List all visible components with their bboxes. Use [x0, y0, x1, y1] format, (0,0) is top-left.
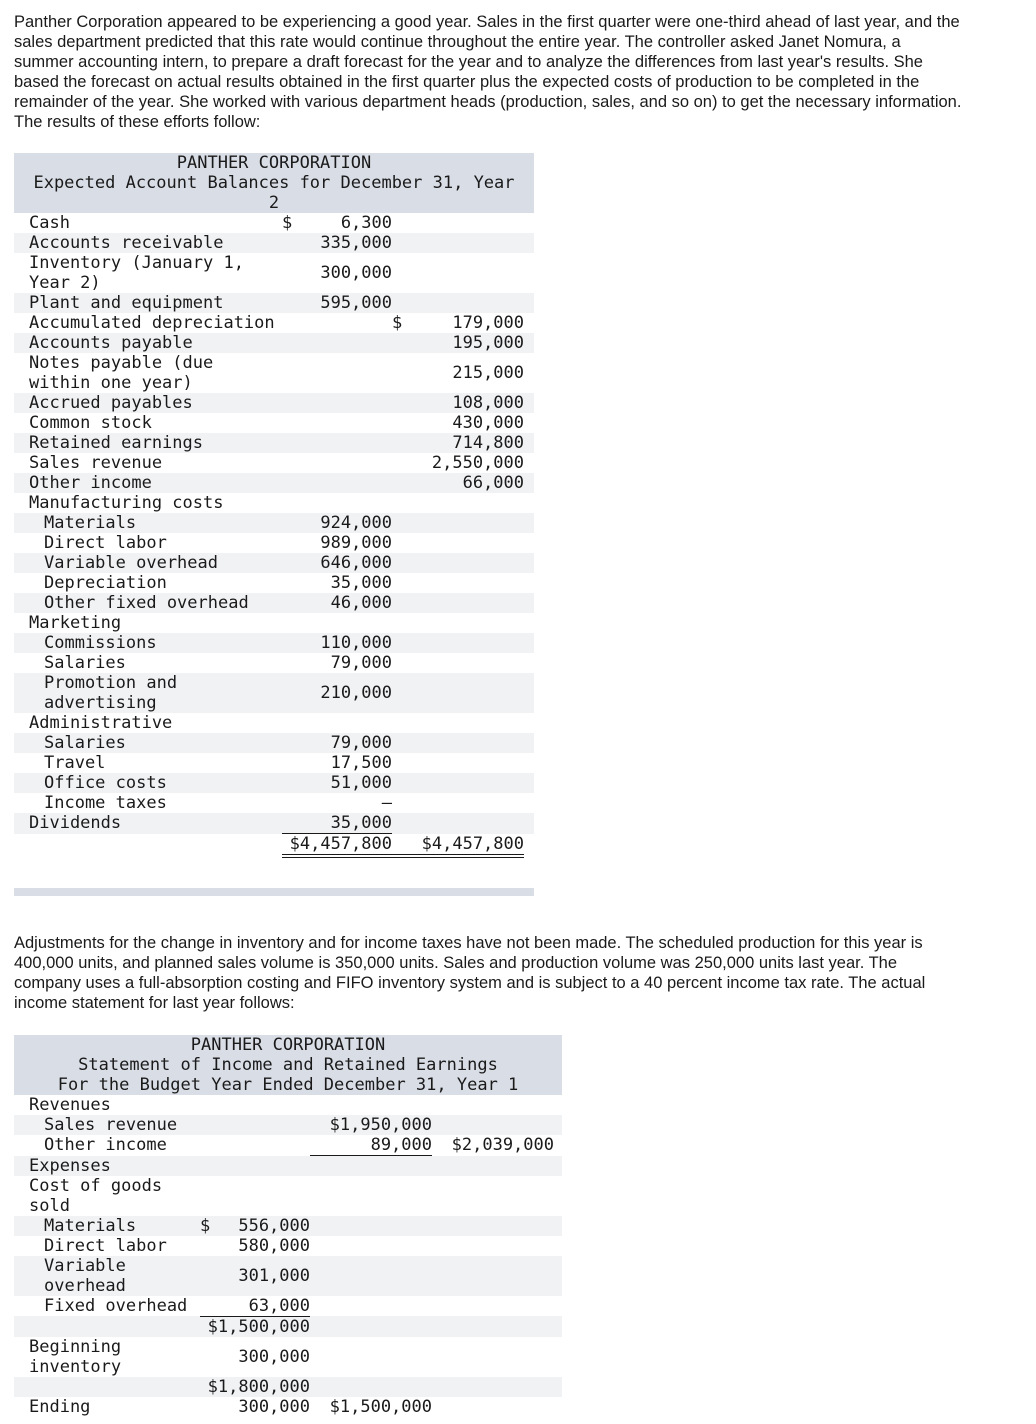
debit-value: 35,000: [282, 813, 392, 834]
credit-value: 66,000: [392, 473, 524, 493]
row-label: Accounts receivable: [14, 233, 282, 253]
intro-paragraph: Panther Corporation appeared to be experiencing a good year. Sales in the first quarter were one-third ahead of last year, and the sales department predicted that this rate would continue throughout the entire year. The controller asked Janet Nomura, a summer accounting intern, to prepare a draft forecast for the year and to analyze the differences from last year's results. She based the forecast on actual results obtained in the first quarter plus the expected costs of production to be completed in the remainder of the year. She worked with various department heads (production, sales, and so on) to get the necessary information. The results of these efforts follow:: [14, 13, 962, 131]
credit-value: 195,000: [392, 333, 524, 353]
row-label: Office costs: [14, 773, 282, 793]
debit-value: 110,000: [282, 633, 392, 653]
row-label: Direct labor: [44, 1235, 167, 1256]
debit-value: 79,000: [330, 653, 392, 673]
value: $1,950,000: [310, 1115, 432, 1135]
debit-value: 17,500: [330, 753, 392, 773]
debit-value: 300,000: [320, 263, 392, 283]
credit-value: 714,800: [392, 433, 524, 453]
balances-title-year: 2: [14, 193, 534, 213]
credit-value: 179,000: [452, 313, 524, 333]
value: 300,000: [238, 1396, 310, 1417]
value: 63,000: [200, 1296, 310, 1317]
debit-value: 646,000: [282, 553, 392, 573]
row-label: Travel: [44, 753, 106, 773]
subtotal-value: $1,500,000: [200, 1316, 310, 1337]
value: 301,000: [200, 1256, 310, 1296]
row-label: Materials: [14, 1216, 200, 1236]
credit-value: 108,000: [392, 393, 524, 413]
row-label: Other income: [14, 473, 282, 493]
row-label: Cash: [29, 213, 70, 233]
row-label: Notes payable (due within one year): [29, 353, 214, 393]
income-statement-table: [14, 1035, 562, 1417]
credit-value: 430,000: [452, 413, 524, 433]
value: $1,500,000: [329, 1396, 432, 1417]
row-label: Other income: [44, 1135, 167, 1156]
row-label: Common stock: [29, 413, 152, 433]
row-label: Retained earnings: [14, 433, 282, 453]
section-label: Cost of goods sold: [29, 1175, 163, 1216]
row-label: Sales revenue: [14, 1115, 200, 1135]
debit-value: 6,300: [340, 213, 392, 233]
value: 89,000: [310, 1135, 432, 1156]
section-label: Revenues: [29, 1095, 111, 1115]
total-value: $2,039,000: [451, 1135, 554, 1156]
debit-value: 51,000: [282, 773, 392, 793]
value: 580,000: [238, 1235, 310, 1256]
row-label: Fixed overhead: [44, 1295, 188, 1316]
subtotal-value: $1,800,000: [200, 1377, 310, 1397]
balances-company: PANTHER CORPORATION: [14, 153, 534, 173]
section-label: Marketing: [29, 613, 122, 633]
row-label: Salaries: [44, 653, 126, 673]
expected-balances-table: [14, 153, 534, 896]
currency-sign: $: [200, 1215, 211, 1236]
row-label: Materials: [14, 513, 282, 533]
adjustments-paragraph: Adjustments for the change in inventory and for income taxes have not been made. The scheduled production for this year is 400,000 units, and planned sales volume is 350,000 units. Sales and production volume was 250,000 units last year. The company uses a full-absorption costing and FIFO inventory system and is subject to a 40 percent income tax rate. The actual income statement for last year follows:: [14, 934, 926, 1012]
row-label: Commissions: [14, 633, 282, 653]
row-label: Direct labor: [44, 533, 167, 553]
row-label: Salaries: [14, 733, 282, 753]
income-company: PANTHER CORPORATION: [14, 1035, 562, 1055]
row-label: Sales revenue: [29, 453, 163, 473]
row-label: Accrued payables: [14, 393, 282, 413]
debit-total: $4,457,800: [282, 834, 392, 857]
row-label: Accounts payable: [14, 333, 282, 353]
credit-value: 215,000: [452, 363, 524, 383]
row-label: Promotion and advertising: [14, 673, 282, 713]
row-label: Income taxes: [44, 793, 167, 813]
row-label: Other fixed overhead: [14, 593, 282, 613]
credit-value: 2,550,000: [431, 453, 524, 473]
debit-value: 335,000: [282, 233, 392, 253]
debit-value: 35,000: [330, 573, 392, 593]
balances-title: Expected Account Balances for December 31, Year: [14, 173, 534, 193]
debit-value: 210,000: [282, 673, 392, 713]
debit-value: –: [381, 793, 392, 813]
row-label: Plant and equipment: [14, 293, 282, 313]
row-label: Depreciation: [44, 573, 167, 593]
section-label: Expenses: [14, 1156, 200, 1176]
debit-value: 46,000: [282, 593, 392, 613]
currency-sign: $: [392, 313, 403, 333]
value: 300,000: [238, 1346, 310, 1367]
row-label: Variable overhead: [14, 1256, 200, 1296]
debit-value: 924,000: [282, 513, 392, 533]
income-period: For the Budget Year Ended December 31, Year 1: [14, 1075, 562, 1095]
row-label: Ending: [29, 1396, 91, 1417]
debit-value: 595,000: [282, 293, 392, 313]
row-label: Accumulated depreciation: [29, 313, 275, 333]
currency-sign: $: [282, 213, 293, 233]
income-title: Statement of Income and Retained Earnings: [14, 1055, 562, 1075]
value: 556,000: [238, 1215, 310, 1236]
section-label: Administrative: [29, 713, 173, 733]
section-label: Manufacturing costs: [29, 493, 224, 513]
row-label: Inventory (January 1, Year 2): [29, 253, 244, 293]
debit-value: 989,000: [320, 533, 392, 553]
debit-value: 79,000: [282, 733, 392, 753]
row-label: Variable overhead: [14, 553, 282, 573]
row-label: Dividends: [14, 813, 282, 834]
row-label: Beginning inventory: [29, 1336, 122, 1377]
credit-total: $4,457,800: [392, 834, 524, 857]
